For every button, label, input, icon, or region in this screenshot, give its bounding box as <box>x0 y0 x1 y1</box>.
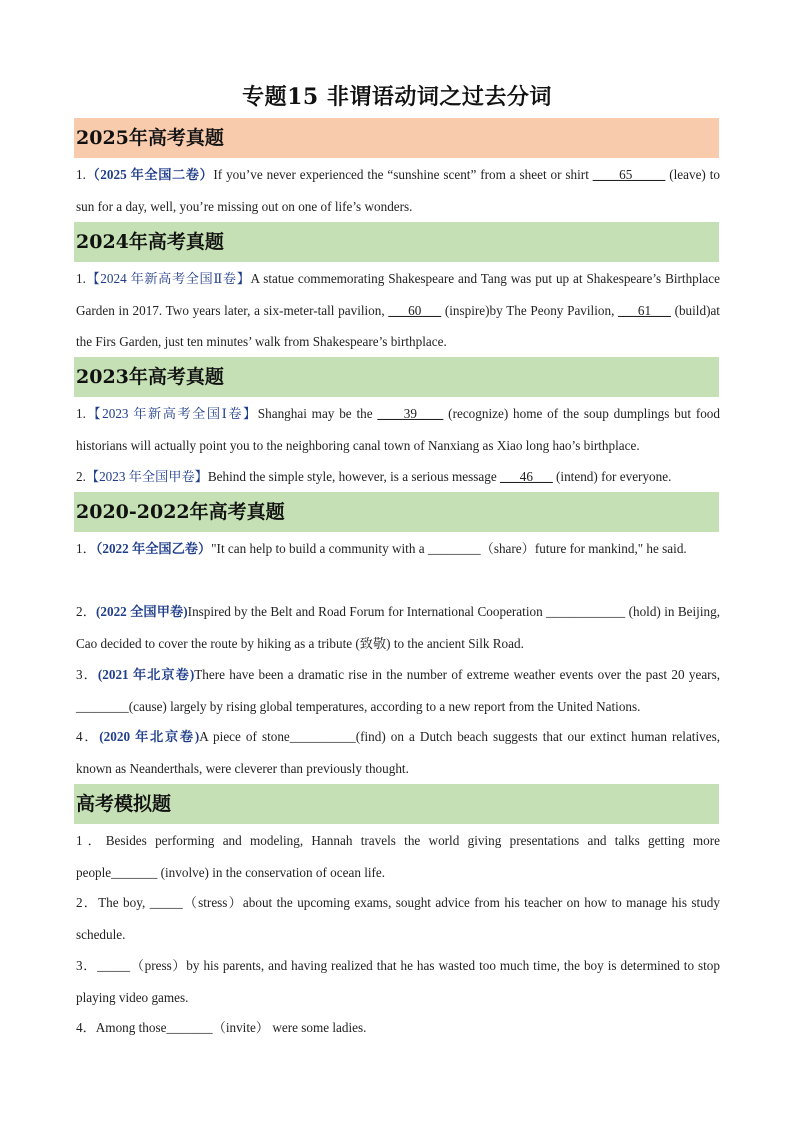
question-number: 1． <box>76 541 96 556</box>
question-number: 2. <box>76 469 86 484</box>
question-text: Shanghai may be the <box>257 406 378 421</box>
question-text: （share）future for mankind," he said. <box>480 541 687 556</box>
question-text: A statue commemorating Shakespeare and Tang was put up at Shakespeare’s Birthplace Garden in 2017. Two years later, a six-meter-tall pavilion, <box>76 271 720 318</box>
question-text: Besides performing and modeling, Hannah travels the world giving presentations and talks getting more people <box>76 833 720 880</box>
question-text: （stress）about the upcoming exams, sought advice from his teacher on how to manage his study schedule. <box>76 895 720 942</box>
question-text: (recognize) home of the soup dumplings but food historians will actually point you to the neighboring canal town of Nanxiang as Xiao long hao’s birthplace. <box>76 406 720 453</box>
question-2024-1 <box>76 263 720 358</box>
question-mock-4 <box>76 1012 720 1044</box>
answer-blank: _______ <box>166 1020 213 1035</box>
answer-blank: ________ <box>76 698 129 714</box>
question-mock-1 <box>76 825 720 888</box>
answer-blank: ___60___ <box>388 302 442 318</box>
answer-blank: ________ <box>427 541 481 556</box>
question-number: 1. <box>76 406 86 421</box>
question-2020-2022-3 <box>76 659 720 722</box>
question-source-tag: 【2023 年新高考全国Ⅰ卷】 <box>85 406 258 421</box>
question-text: The boy, <box>98 895 150 910</box>
answer-blank: _______ <box>111 864 158 880</box>
question-text: （press）by his parents, and having realized that he has wasted too much time, the boy is determined to stop playing video games. <box>76 958 720 1005</box>
answer-blank: ____65_____ <box>592 167 666 182</box>
question-number: 3． <box>76 958 98 973</box>
question-source-tag: (2021 年北京卷) <box>97 667 195 682</box>
question-source-tag: (2020 年北京卷) <box>99 729 200 744</box>
answer-blank: __________ <box>289 729 356 744</box>
question-source-tag: (2022 全国甲卷) <box>95 604 188 619</box>
question-text: (inspire)by The Peony Pavilion, <box>441 302 619 318</box>
question-2025-1 <box>76 159 720 222</box>
question-number: 1. <box>76 271 86 286</box>
question-number: 2． <box>76 604 96 619</box>
section-heading-2025: 2025年高考真题 <box>74 118 719 158</box>
question-text: Behind the simple style, however, is a serious message <box>207 469 500 484</box>
question-text: If you’ve never experienced the “sunshine scent” from a sheet or shirt <box>213 167 593 182</box>
section-heading-mock: 高考模拟题 <box>74 784 719 824</box>
section-heading-2023: 2023年高考真题 <box>74 357 719 397</box>
question-number: 4． <box>76 729 100 744</box>
question-2023-1 <box>76 398 720 461</box>
question-number: 2． <box>76 895 99 910</box>
question-text: （invite） were some ladies. <box>212 1020 367 1035</box>
question-number: 1. <box>76 167 86 182</box>
question-text: (leave) to sun for a day, well, you’re missing out on one of life’s wonders. <box>76 167 720 214</box>
question-text: (build)at the Firs Garden, just ten minutes’ walk from Shakespeare’s birthplace. <box>76 302 720 349</box>
answer-blank: ____39____ <box>377 406 444 421</box>
question-source-tag: （2022 年全国乙卷） <box>95 541 212 556</box>
question-text: (find) on a Dutch beach suggests that our extinct human relatives, known as Neanderthals, were cleverer than previously thought. <box>76 729 720 776</box>
page-title: 专题15 非谓语动词之过去分词 <box>242 84 552 110</box>
question-2020-2022-2 <box>76 596 720 659</box>
question-number: 3． <box>76 667 98 682</box>
question-source-tag: （2025 年全国二卷） <box>85 167 214 182</box>
question-text: (intend) for everyone. <box>552 469 672 484</box>
answer-blank: _____ <box>149 895 183 910</box>
question-2020-2022-4 <box>76 721 720 784</box>
question-source-tag: 【2023 年全国甲卷】 <box>85 469 208 484</box>
question-text: There have been a dramatic rise in the number of extreme weather events over the past 20 years, <box>194 667 721 682</box>
answer-blank: ___46___ <box>499 469 553 484</box>
question-mock-3 <box>76 950 720 1013</box>
question-2020-2022-1 <box>76 533 720 565</box>
question-text: (involve) in the conservation of ocean life. <box>157 864 386 880</box>
answer-blank: _____ <box>97 958 131 973</box>
question-text: A piece of stone <box>199 729 290 744</box>
question-number: 4． <box>76 1020 96 1035</box>
question-number: 1． <box>76 833 106 848</box>
question-mock-2 <box>76 887 720 950</box>
question-text: Among those <box>95 1020 167 1035</box>
section-heading-2024: 2024年高考真题 <box>74 222 719 262</box>
question-2023-2 <box>76 461 720 493</box>
question-text: (cause) largely by rising global temperatures, according to a new report from the United Nations. <box>128 698 641 714</box>
question-text: (hold) in Beijing, Cao decided to cover the route by hiking as a tribute (致敬) to the ancient Silk Road. <box>76 604 720 651</box>
question-text: Inspired by the Belt and Road Forum for International Cooperation <box>187 604 547 619</box>
question-text: "It can help to build a community with a <box>211 541 428 556</box>
section-heading-2020-2022: 2020-2022年高考真题 <box>74 492 719 532</box>
answer-blank: ___61___ <box>618 302 671 318</box>
question-source-tag: 【2024 年新高考全国Ⅱ卷】 <box>85 271 251 286</box>
answer-blank: ____________ <box>546 604 626 619</box>
